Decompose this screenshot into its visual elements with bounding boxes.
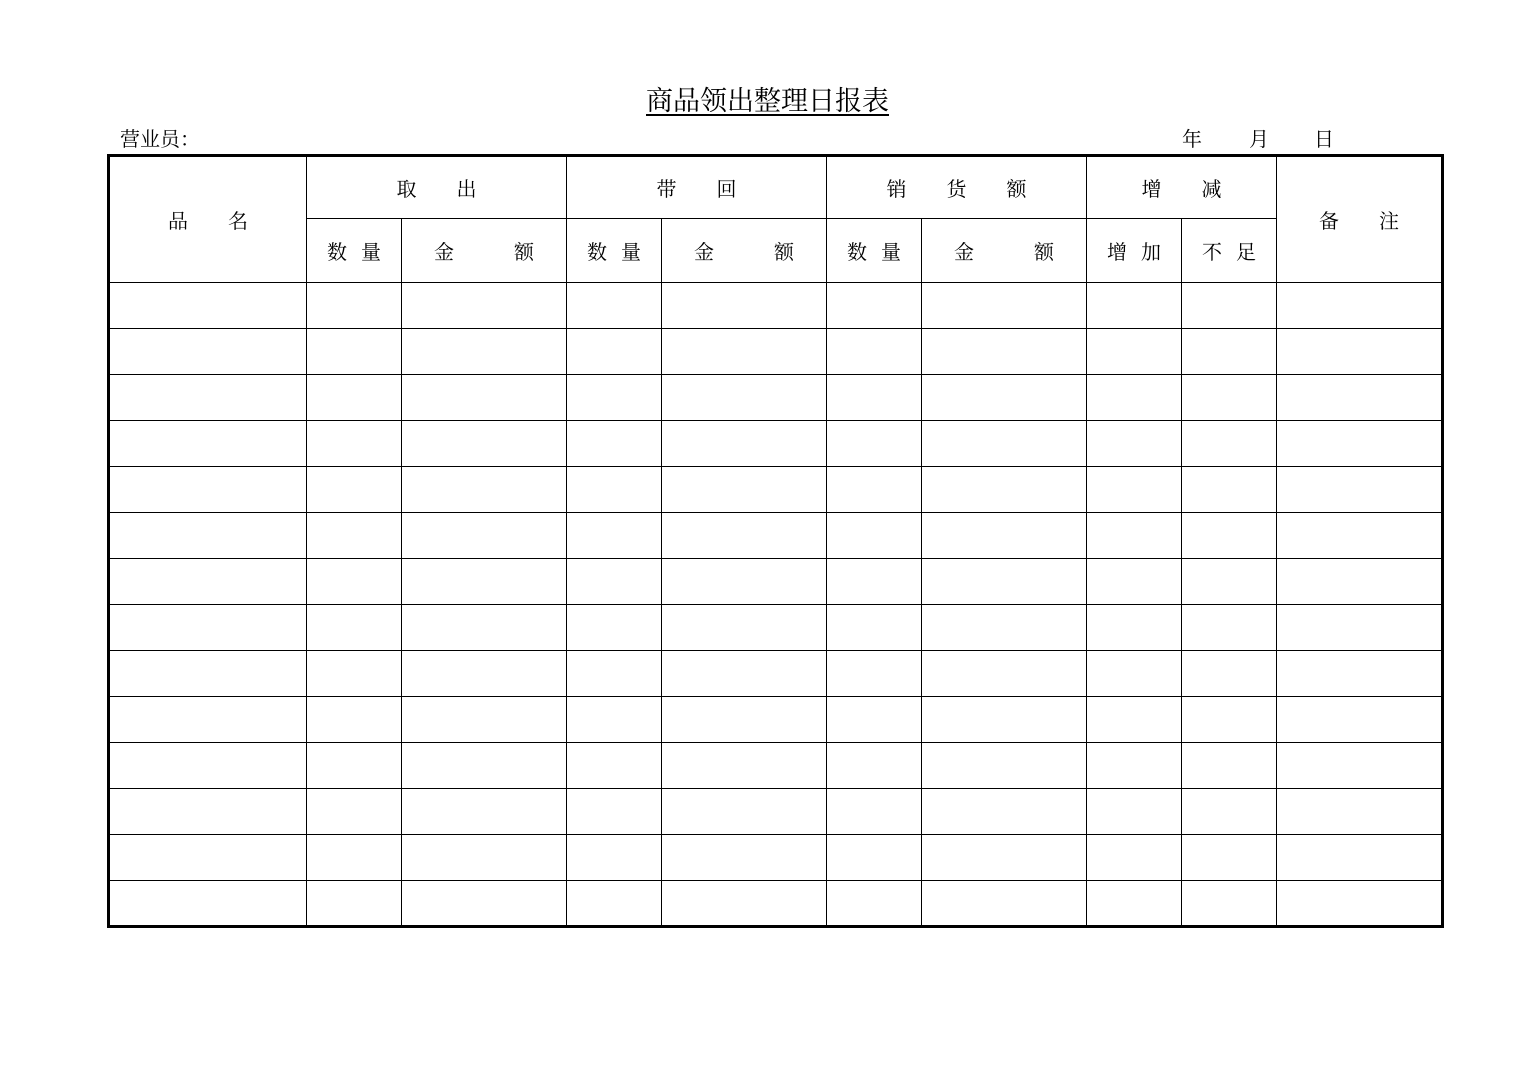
table-cell[interactable]	[922, 789, 1087, 835]
table-cell[interactable]	[1182, 283, 1277, 329]
header-bring-back-amount: 金 额	[662, 219, 827, 283]
table-cell[interactable]	[307, 789, 402, 835]
date-year-label: 年	[1182, 127, 1202, 151]
table-cell[interactable]	[1182, 421, 1277, 467]
table-cell[interactable]	[1277, 605, 1443, 651]
table-cell[interactable]	[827, 881, 922, 927]
table-cell[interactable]	[307, 697, 402, 743]
table-cell[interactable]	[1182, 559, 1277, 605]
table-cell[interactable]	[1087, 651, 1182, 697]
table-cell[interactable]	[109, 835, 307, 881]
table-cell[interactable]	[922, 329, 1087, 375]
table-row	[109, 789, 1443, 835]
table-row	[109, 513, 1443, 559]
table-cell[interactable]	[1277, 697, 1443, 743]
table-cell[interactable]	[307, 421, 402, 467]
table-cell[interactable]	[109, 743, 307, 789]
header-shortage: 不 足	[1182, 219, 1277, 283]
table-cell[interactable]	[922, 651, 1087, 697]
table-cell[interactable]	[1182, 789, 1277, 835]
table-cell[interactable]	[567, 789, 662, 835]
table-cell[interactable]	[402, 421, 567, 467]
table-cell[interactable]	[662, 835, 827, 881]
table-cell[interactable]	[922, 697, 1087, 743]
table-cell[interactable]	[1277, 881, 1443, 927]
table-cell[interactable]	[1087, 743, 1182, 789]
table-cell[interactable]	[922, 375, 1087, 421]
table-row	[109, 651, 1443, 697]
table-cell[interactable]	[567, 743, 662, 789]
table-cell[interactable]	[109, 605, 307, 651]
table-cell[interactable]	[662, 651, 827, 697]
table-cell[interactable]	[567, 283, 662, 329]
table-cell[interactable]	[827, 283, 922, 329]
table-row	[109, 375, 1443, 421]
header-product-name: 品 名	[109, 156, 307, 283]
table-cell[interactable]	[1087, 605, 1182, 651]
table-cell[interactable]	[1087, 467, 1182, 513]
header-sales-amount: 销 货 额	[827, 156, 1087, 219]
table-cell[interactable]	[1087, 375, 1182, 421]
table-cell[interactable]	[922, 559, 1087, 605]
table-row	[109, 697, 1443, 743]
table-cell[interactable]	[827, 743, 922, 789]
table-cell[interactable]	[402, 513, 567, 559]
table-cell[interactable]	[1277, 789, 1443, 835]
header-bring-back: 带 回	[567, 156, 827, 219]
table-cell[interactable]	[1087, 697, 1182, 743]
table-cell[interactable]	[827, 559, 922, 605]
table-cell[interactable]	[567, 697, 662, 743]
table-cell[interactable]	[662, 283, 827, 329]
table-cell[interactable]	[567, 835, 662, 881]
table-cell[interactable]	[922, 421, 1087, 467]
table-cell[interactable]	[402, 881, 567, 927]
table-cell[interactable]	[662, 375, 827, 421]
header-increase: 增 加	[1087, 219, 1182, 283]
header-take-out-amount: 金 额	[402, 219, 567, 283]
table-cell[interactable]	[1182, 375, 1277, 421]
table-cell[interactable]	[1087, 329, 1182, 375]
table-cell[interactable]	[827, 697, 922, 743]
table-cell[interactable]	[1277, 375, 1443, 421]
table-cell[interactable]	[1277, 467, 1443, 513]
table-row	[109, 743, 1443, 789]
table-cell[interactable]	[307, 835, 402, 881]
table-cell[interactable]	[1087, 283, 1182, 329]
table-row	[109, 881, 1443, 927]
header-sales-quantity: 数 量	[827, 219, 922, 283]
table-cell[interactable]	[567, 605, 662, 651]
table-cell[interactable]	[1277, 513, 1443, 559]
header-remarks: 备 注	[1277, 156, 1443, 283]
table-cell[interactable]	[109, 559, 307, 605]
table-cell[interactable]	[109, 375, 307, 421]
table-cell[interactable]	[1277, 421, 1443, 467]
table-cell[interactable]	[567, 421, 662, 467]
table-cell[interactable]	[109, 697, 307, 743]
table-cell[interactable]	[402, 789, 567, 835]
header-bring-back-quantity: 数 量	[567, 219, 662, 283]
header-change: 增 减	[1087, 156, 1277, 219]
report-body	[109, 283, 1443, 927]
table-cell[interactable]	[1182, 881, 1277, 927]
table-cell[interactable]	[1277, 283, 1443, 329]
table-cell[interactable]	[567, 467, 662, 513]
table-cell[interactable]	[307, 559, 402, 605]
table-cell[interactable]	[827, 651, 922, 697]
table-cell[interactable]	[1277, 559, 1443, 605]
table-cell[interactable]	[1277, 743, 1443, 789]
table-cell[interactable]	[307, 881, 402, 927]
table-cell[interactable]	[567, 881, 662, 927]
table-cell[interactable]	[307, 605, 402, 651]
table-cell[interactable]	[307, 743, 402, 789]
table-cell[interactable]	[307, 651, 402, 697]
table-cell[interactable]	[109, 329, 307, 375]
table-cell[interactable]	[922, 283, 1087, 329]
table-cell[interactable]	[567, 329, 662, 375]
table-cell[interactable]	[827, 835, 922, 881]
daily-report-table	[107, 154, 1444, 928]
table-cell[interactable]	[109, 421, 307, 467]
table-row	[109, 559, 1443, 605]
table-cell[interactable]	[307, 375, 402, 421]
table-cell[interactable]	[662, 743, 827, 789]
table-cell[interactable]	[922, 743, 1087, 789]
table-cell[interactable]	[1087, 513, 1182, 559]
table-cell[interactable]	[827, 513, 922, 559]
table-cell[interactable]	[567, 559, 662, 605]
table-cell[interactable]	[1087, 881, 1182, 927]
header-take-out-quantity: 数 量	[307, 219, 402, 283]
table-cell[interactable]	[402, 559, 567, 605]
table-cell[interactable]	[1182, 513, 1277, 559]
table-cell[interactable]	[109, 283, 307, 329]
table-cell[interactable]	[109, 467, 307, 513]
table-cell[interactable]	[1182, 329, 1277, 375]
table-cell[interactable]	[662, 697, 827, 743]
table-cell[interactable]	[109, 513, 307, 559]
table-cell[interactable]	[662, 789, 827, 835]
table-cell[interactable]	[567, 651, 662, 697]
table-cell[interactable]	[109, 881, 307, 927]
table-cell[interactable]	[402, 743, 567, 789]
table-cell[interactable]	[1182, 651, 1277, 697]
table-cell[interactable]	[402, 697, 567, 743]
table-cell[interactable]	[662, 513, 827, 559]
table-cell[interactable]	[1087, 559, 1182, 605]
table-cell[interactable]	[827, 467, 922, 513]
table-cell[interactable]	[402, 467, 567, 513]
table-cell[interactable]	[567, 375, 662, 421]
table-cell[interactable]	[922, 513, 1087, 559]
table-row	[109, 329, 1443, 375]
table-cell[interactable]	[827, 789, 922, 835]
table-cell[interactable]	[922, 467, 1087, 513]
table-cell[interactable]	[1182, 835, 1277, 881]
table-cell[interactable]	[402, 375, 567, 421]
salesperson-label: 营业员：	[120, 127, 200, 151]
table-cell[interactable]	[567, 513, 662, 559]
table-cell[interactable]	[662, 605, 827, 651]
table-cell[interactable]	[109, 651, 307, 697]
table-cell[interactable]	[1087, 835, 1182, 881]
table-cell[interactable]	[827, 329, 922, 375]
date-day-label: 日	[1314, 127, 1334, 151]
table-cell[interactable]	[307, 283, 402, 329]
table-cell[interactable]	[662, 467, 827, 513]
date-month-label: 月	[1249, 127, 1269, 151]
table-row	[109, 283, 1443, 329]
table-cell[interactable]	[402, 835, 567, 881]
table-cell[interactable]	[922, 881, 1087, 927]
table-cell[interactable]	[402, 605, 567, 651]
table-row	[109, 835, 1443, 881]
table-cell[interactable]	[1087, 789, 1182, 835]
table-row	[109, 467, 1443, 513]
table-cell[interactable]	[662, 881, 827, 927]
table-cell[interactable]	[109, 789, 307, 835]
table-cell[interactable]	[827, 605, 922, 651]
table-cell[interactable]	[1087, 421, 1182, 467]
table-cell[interactable]	[1277, 835, 1443, 881]
table-cell[interactable]	[402, 651, 567, 697]
table-cell[interactable]	[307, 513, 402, 559]
table-row	[109, 605, 1443, 651]
table-cell[interactable]	[1182, 697, 1277, 743]
table-cell[interactable]	[662, 329, 827, 375]
table-cell[interactable]	[307, 467, 402, 513]
table-cell[interactable]	[1182, 467, 1277, 513]
table-cell[interactable]	[1182, 605, 1277, 651]
table-cell[interactable]	[1182, 743, 1277, 789]
table-cell[interactable]	[402, 329, 567, 375]
header-sales-amount-value: 金 额	[922, 219, 1087, 283]
report-title: 商品领出整理日报表	[646, 86, 889, 117]
table-cell[interactable]	[662, 559, 827, 605]
table-cell[interactable]	[662, 421, 827, 467]
table-cell[interactable]	[1277, 651, 1443, 697]
table-row	[109, 421, 1443, 467]
table-cell[interactable]	[827, 421, 922, 467]
table-cell[interactable]	[922, 835, 1087, 881]
table-cell[interactable]	[307, 329, 402, 375]
table-cell[interactable]	[827, 375, 922, 421]
table-cell[interactable]	[922, 605, 1087, 651]
table-cell[interactable]	[402, 283, 567, 329]
header-take-out: 取 出	[307, 156, 567, 219]
table-cell[interactable]	[1277, 329, 1443, 375]
